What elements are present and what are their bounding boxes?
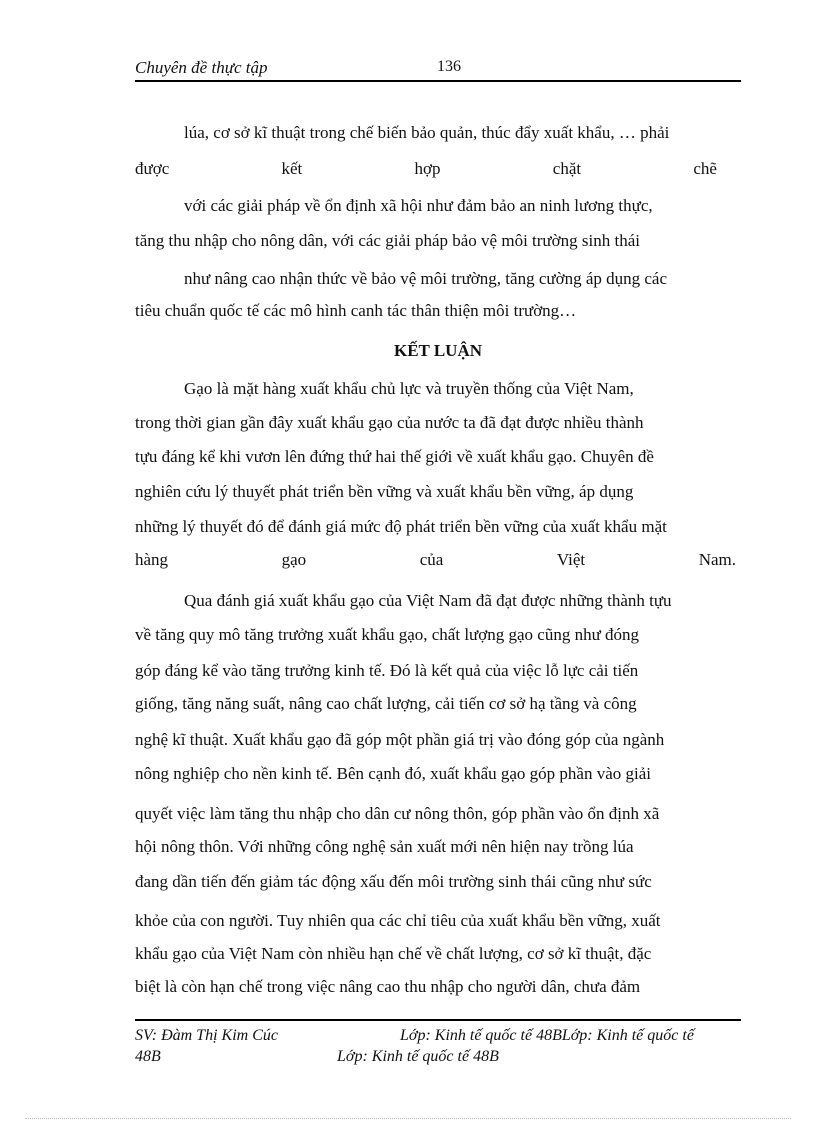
text-line: Qua đánh giá xuất khẩu gạo của Việt Nam đã đạt được những thành tựu <box>184 591 672 610</box>
spread-word: chặt <box>552 159 582 178</box>
text-line: khỏe của con người. Tuy nhiên qua các chỉ tiêu của xuất khẩu bền vững, xuất <box>135 911 661 930</box>
footer-cohort: 48B <box>135 1048 161 1065</box>
header-title: Chuyên đề thực tập <box>135 58 268 77</box>
text-line: nông nghiệp cho nền kinh tế. Bên cạnh đó, xuất khẩu gạo góp phần vào giải <box>135 764 652 783</box>
spread-word: kết <box>281 159 303 178</box>
spread-word: hàng <box>135 550 169 569</box>
spread-word: gạo <box>281 550 307 569</box>
spread-word: của <box>419 550 444 569</box>
text-line: tăng thu nhập cho nông dân, với các giải pháp bảo vệ môi trường sinh thái <box>135 231 640 250</box>
footer-class: Lớp: Kinh tế quốc tế 48BLớp: Kinh tế quốc tế <box>400 1027 694 1044</box>
header-rule <box>135 80 741 82</box>
text-line: góp đáng kể vào tăng trưởng kinh tế. Đó là kết quả của việc lỗ lực cải tiến <box>135 661 639 680</box>
text-line: biệt là còn hạn chế trong việc nâng cao thu nhập cho người dân, chưa đảm <box>135 977 641 996</box>
text-line: với các giải pháp về ổn định xã hội như đảm bảo an ninh lương thực, <box>184 196 653 215</box>
page-edge-divider <box>25 1118 791 1119</box>
spread-word: chẽ <box>693 159 717 178</box>
text-line: về tăng quy mô tăng trưởng xuất khẩu gạo, chất lượng gạo cũng như đóng <box>135 625 640 644</box>
spread-word: hợp <box>414 159 441 178</box>
text-line: Gạo là mặt hàng xuất khẩu chủ lực và truyền thống của Việt Nam, <box>184 379 634 398</box>
spread-line <box>135 549 736 571</box>
text-line: nghiên cứu lý thuyết phát triển bền vững và xuất khẩu bền vững, áp dụng <box>135 482 634 501</box>
text-line: tiêu chuẩn quốc tế các mô hình canh tác thân thiện môi trường… <box>135 301 577 320</box>
footer-class-repeat: Lớp: Kinh tế quốc tế 48B <box>337 1048 499 1065</box>
text-line: giống, tăng năng suất, nâng cao chất lượng, cải tiến cơ sở hạ tầng và công <box>135 694 637 713</box>
footer-rule <box>135 1019 741 1021</box>
text-line: hội nông thôn. Với những công nghệ sản xuất mới nên hiện nay trồng lúa <box>135 837 634 856</box>
text-line: những lý thuyết đó để đánh giá mức độ phát triển bền vững của xuất khẩu mặt <box>135 517 667 536</box>
footer-student: SV: Đàm Thị Kim Cúc <box>135 1027 278 1044</box>
text-line: đang dần tiến đến giảm tác động xấu đến môi trường sinh thái cũng như sức <box>135 872 652 891</box>
text-line: trong thời gian gần đây xuất khẩu gạo của nước ta đã đạt được nhiều thành <box>135 413 644 432</box>
spread-line <box>135 158 717 180</box>
spread-word: Việt <box>556 550 586 569</box>
spread-word: Nam. <box>698 550 736 569</box>
text-line: tựu đáng kể khi vươn lên đứng thứ hai thế giới về xuất khẩu gạo. Chuyên đề <box>135 447 654 466</box>
section-heading: KẾT LUẬN <box>393 341 482 360</box>
text-line: khẩu gạo của Việt Nam còn nhiều hạn chế về chất lượng, cơ sở kĩ thuật, đặc <box>135 944 652 963</box>
page-number: 136 <box>437 58 461 75</box>
text-line: nghệ kĩ thuật. Xuất khẩu gạo đã góp một phần giá trị vào đóng góp của ngành <box>135 730 665 749</box>
spread-word: được <box>135 159 170 178</box>
text-line: lúa, cơ sở kĩ thuật trong chế biến bảo quản, thúc đẩy xuất khẩu, … phải <box>184 123 670 142</box>
text-line: như nâng cao nhận thức về bảo vệ môi trường, tăng cường áp dụng các <box>184 269 667 288</box>
text-line: quyết việc làm tăng thu nhập cho dân cư nông thôn, góp phần vào ổn định xã <box>135 804 660 823</box>
